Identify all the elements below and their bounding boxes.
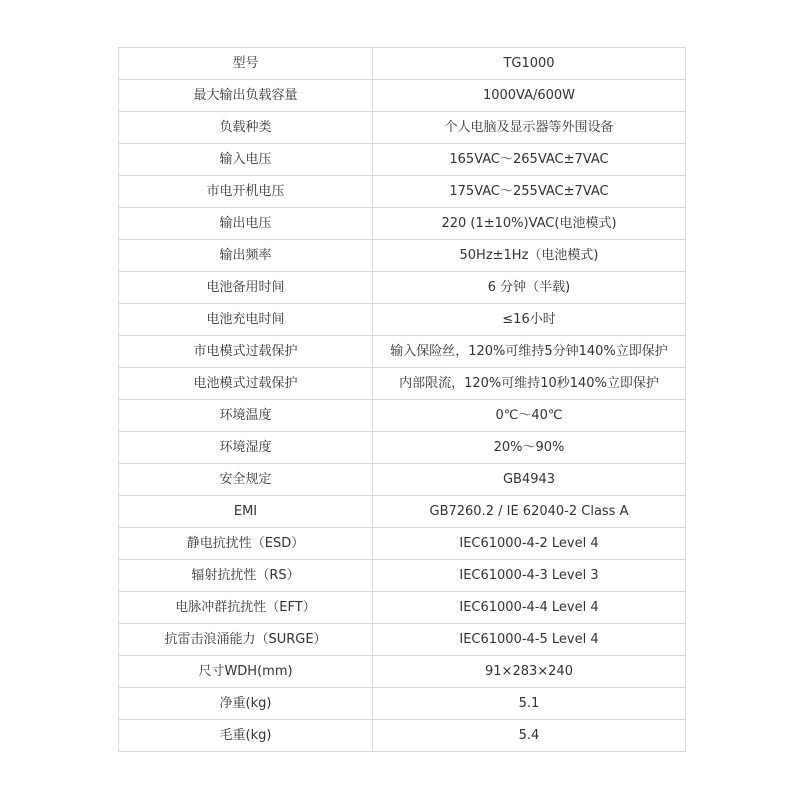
spec-label: 型号 [119,48,373,80]
table-row [119,656,686,688]
table-row [119,272,686,304]
spec-value: 220 (1±10%)VAC(电池模式) [373,208,686,240]
spec-label: 毛重(kg) [119,720,373,752]
spec-label: 最大输出负载容量 [119,80,373,112]
table-row [119,560,686,592]
table-row [119,144,686,176]
spec-value: 5.1 [373,688,686,720]
spec-value: 165VAC～265VAC±7VAC [373,144,686,176]
spec-value: 175VAC～255VAC±7VAC [373,176,686,208]
spec-value: 6 分钟（半载) [373,272,686,304]
spec-value: 20%～90% [373,432,686,464]
table-row [119,496,686,528]
table-row [119,592,686,624]
spec-value: IEC61000-4-3 Level 3 [373,560,686,592]
table-row [119,208,686,240]
spec-label: 负载种类 [119,112,373,144]
spec-value: 50Hz±1Hz（电池模式) [373,240,686,272]
table-row [119,464,686,496]
table-row [119,688,686,720]
spec-label: 电池模式过载保护 [119,368,373,400]
spec-value: ≤16小时 [373,304,686,336]
table-row [119,112,686,144]
spec-label: 输出电压 [119,208,373,240]
spec-value: 5.4 [373,720,686,752]
spec-table-body [119,48,686,752]
spec-value: IEC61000-4-4 Level 4 [373,592,686,624]
spec-value: IEC61000-4-5 Level 4 [373,624,686,656]
table-row [119,304,686,336]
table-row [119,336,686,368]
spec-value: 91×283×240 [373,656,686,688]
spec-table [118,47,686,752]
spec-value: 内部限流，120%可维持10秒140%立即保护 [373,368,686,400]
spec-value: 1000VA/600W [373,80,686,112]
spec-label: 市电模式过载保护 [119,336,373,368]
spec-label: 辐射抗扰性（RS） [119,560,373,592]
table-row [119,432,686,464]
spec-label: 净重(kg) [119,688,373,720]
spec-label: 电池备用时间 [119,272,373,304]
spec-label: 电脉冲群抗扰性（EFT） [119,592,373,624]
table-row [119,624,686,656]
spec-label: 市电开机电压 [119,176,373,208]
spec-value: GB4943 [373,464,686,496]
spec-label: EMI [119,496,373,528]
spec-label: 尺寸WDH(mm) [119,656,373,688]
spec-value: 输入保险丝，120%可维持5分钟140%立即保护 [373,336,686,368]
spec-label: 输出频率 [119,240,373,272]
spec-label: 环境湿度 [119,432,373,464]
spec-value: GB7260.2 / IE 62040-2 Class A [373,496,686,528]
spec-label: 抗雷击浪涌能力（SURGE） [119,624,373,656]
spec-value: 0℃～40℃ [373,400,686,432]
spec-label: 输入电压 [119,144,373,176]
table-row [119,176,686,208]
table-row [119,528,686,560]
spec-value: 个人电脑及显示器等外围设备 [373,112,686,144]
spec-label: 环境温度 [119,400,373,432]
table-row [119,80,686,112]
spec-value: TG1000 [373,48,686,80]
table-row [119,240,686,272]
table-row [119,368,686,400]
spec-label: 静电抗扰性（ESD） [119,528,373,560]
spec-label: 安全规定 [119,464,373,496]
spec-label: 电池充电时间 [119,304,373,336]
table-row [119,400,686,432]
table-row [119,720,686,752]
spec-value: IEC61000-4-2 Level 4 [373,528,686,560]
table-row [119,48,686,80]
